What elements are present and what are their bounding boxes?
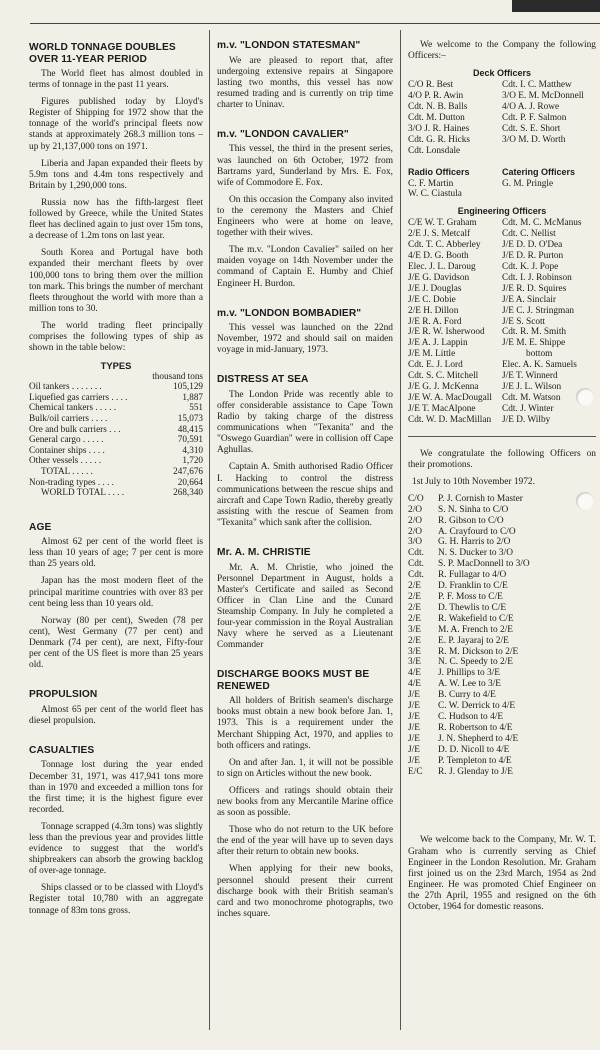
catering-officers-list	[502, 179, 596, 190]
promotion-detail: C. W. Derrick to 4/E	[438, 701, 516, 712]
officer-name: J/E M. Little	[408, 349, 456, 360]
radio-officers-list	[408, 179, 502, 201]
officer-name: J/E W. A. MacDougall	[408, 392, 492, 403]
promotion-rank: 3/E	[408, 657, 422, 668]
officer-name: Cdt. S. C. Mitchell	[408, 371, 479, 382]
officer-name: J/E G. J. McKenna	[408, 381, 479, 392]
article-heading: CASUALTIES	[29, 744, 95, 756]
promotion-detail: E. P. Jayaraj to 2/E	[438, 635, 509, 646]
paragraph: Japan has the most modern fleet of the principal maritime countries with over 83 per cent being less than 10 years old.	[29, 576, 203, 609]
officer-name: Cdt. P. F. Salmon	[502, 112, 567, 123]
officer-name: J/E M. E. Shippe	[502, 338, 566, 349]
officer-name: J/E T. Winnerd	[502, 371, 558, 382]
paragraph: Figures published today by Lloyd's Register of Shipping for 1972 show that the tonnage of the world's principal fleets now stands at approximately 268.3 million tons – up by 21,137,000 tons on 1971.	[29, 97, 203, 152]
article-distress-at-sea	[217, 374, 393, 529]
article-london-bombadier	[217, 308, 393, 357]
officer-name: J/E C. Dobie	[408, 294, 456, 305]
article-heading: Mr. A. M. CHRISTIE	[217, 547, 311, 558]
paragraph: Norway (80 per cent), Sweden (78 per cent), West Germany (77 per cent) and Denmark (74 per cent), are next, Fifty-four per cent of the US fleet is more than 25 years old.	[29, 615, 203, 671]
promotion-rank: 2/E	[408, 581, 422, 592]
officer-name: J/E C. J. Stringman	[502, 305, 575, 316]
table-row: Bulk/oil carriers . . . . 15,073	[29, 412, 203, 423]
paragraph: The world trading fleet principally comprises the following types of ship as shown in the table below:	[29, 320, 203, 354]
promotion-detail: R. Gibson to C/O	[438, 515, 504, 526]
paragraph: On this occasion the Company also invited to the ceremony the Masters and Chief Engineers who were at home on leave, together with their wives.	[217, 194, 393, 239]
column-3	[408, 40, 596, 919]
paragraph: Officers and ratings should obtain their new books from any Mercantile Marine office as soon as possible.	[217, 785, 393, 819]
engineering-list-left	[408, 218, 502, 425]
promotion-period: 1st July to 10th November 1972.	[412, 476, 535, 487]
officer-name: J/E G. Davidson	[408, 272, 470, 283]
promotion-rank: 2/E	[408, 635, 422, 646]
article-casualties	[29, 745, 203, 917]
officer-name: Cdt. K. J. Pope	[502, 261, 559, 272]
officer-name: Cdt. J. Winter	[502, 403, 554, 414]
promotion-rank: 2/O	[408, 515, 423, 526]
promotion-rank: J/E	[408, 744, 420, 755]
deck-list-left	[408, 80, 502, 156]
officer-name: 4/O A. J. Rowe	[502, 102, 560, 112]
promotion-rank: J/E	[408, 755, 420, 766]
promotion-detail: N. S. Ducker to 3/O	[438, 548, 513, 559]
officer-name: 2/E J. S. Metcalf	[408, 229, 471, 240]
table-row: Container ships . . . . 4,310	[29, 444, 203, 455]
promotion-detail: N. C. Speedy to 2/E	[438, 657, 513, 668]
paragraph: This vessel was launched on the 22nd November, 1972 and should sail on maiden voyage in mid-January, 1973.	[217, 323, 393, 356]
officer-name: 4/O P. R. Awin	[408, 91, 464, 102]
article-heading: AGE	[29, 521, 52, 533]
promotion-detail: D. Thewlis to C/E	[438, 602, 507, 613]
officer-name: J/E R. A. Ford	[408, 316, 462, 327]
paragraph: Ships classed or to be classed with Lloyd's Register total 10,780 with an aggregate tonnage of 83m tons gross.	[29, 883, 203, 916]
article-heading: DISTRESS AT SEA	[217, 374, 309, 386]
deck-list-right	[502, 80, 596, 156]
section-divider	[408, 436, 596, 437]
promotions-list	[408, 494, 596, 778]
officer-name: 3/O J. R. Haines	[408, 123, 470, 134]
paragraph: The World fleet has almost doubled in terms of tonnage in the past 11 years.	[29, 69, 203, 91]
column-2	[217, 40, 393, 926]
officer-name: J/E R. D. Squires	[502, 283, 567, 294]
officer-name: J/E R. W. Isherwood	[408, 327, 485, 338]
promotion-rank: 3/E	[408, 646, 422, 657]
officer-name: Cdt. S. E. Short	[502, 123, 561, 134]
article-age	[29, 522, 203, 672]
officer-name: J/E T. MacAlpone	[408, 403, 476, 414]
column-divider	[209, 30, 210, 1030]
article-heading: PROPULSION	[29, 689, 98, 701]
types-table	[29, 381, 203, 498]
deck-officers-list	[408, 80, 596, 156]
promotion-detail: J. Phillips to 3/E	[438, 668, 500, 679]
paragraph: On and after Jan. 1, it will not be possible to sign on Articles without the new book.	[217, 757, 393, 779]
paragraph: The London Pride was recently able to offer considerable assistance to Cape Town Radio by taking charge of the distress communications when "Texanita" and the "Oswego Guardian" were in collision off Cape Aghullas.	[217, 389, 393, 456]
promotion-detail: S. N. Sinha to C/O	[438, 504, 509, 515]
officer-name: J/E D. Wilby	[502, 414, 551, 425]
officer-name: Cdt. I. J. Robinson	[502, 272, 572, 283]
article-christie	[217, 547, 393, 651]
promotion-rank: 2/E	[408, 592, 422, 602]
paragraph: Captain A. Smith authorised Radio Officer I. Hacking to control the distress communications between the rescue ships and aircraft and Cape Town Radio, thereby greatly assisting with the rescue of Seamen from "Texanita" which sank after the collision.	[217, 462, 393, 528]
table-row: Non-trading types . . . . 20,664	[29, 476, 203, 487]
officer-name: Cdt. R. M. Smith	[502, 327, 567, 338]
page-corner-tab	[512, 0, 600, 12]
deck-officers-title: Deck Officers	[472, 68, 532, 79]
table-row: Liquefied gas carriers . . . . 1,887	[29, 391, 203, 402]
promotion-rank: 2/E	[408, 613, 422, 624]
promotion-detail: R. Wakefield to C/E	[438, 613, 514, 624]
article-propulsion	[29, 689, 203, 727]
promotion-detail: P. J. Cornish to Master	[438, 493, 523, 504]
article-world-tonnage	[29, 42, 203, 354]
promotion-rank: J/E	[408, 722, 420, 733]
promotion-detail: B. Curry to 4/E	[438, 690, 496, 701]
table-row: Oil tankers . . . . . . . 105,129	[29, 381, 203, 392]
promotion-detail: J. N. Shepherd to 4/E	[438, 733, 519, 744]
article-london-cavalier	[217, 129, 393, 290]
paragraph: Tonnage lost during the year ended December 31, 1971, was 417,941 tons more than in 1970 and exceeded a million tons for the first time; it is the highest figure ever recorded.	[29, 760, 203, 815]
officer-name: 4/E D. G. Booth	[408, 251, 469, 262]
officer-name: C/E W. T. Graham	[408, 218, 477, 229]
paragraph: When applying for their new books, personnel should present their current discharge book with their British seaman's card and two monochrome photographs, two inches square.	[217, 864, 393, 919]
promotion-rank: 2/O	[408, 504, 423, 515]
paragraph: South Korea and Portugal have both expanded their merchant fleets by over 100,000 tons to bring them over the million ton mark. This brings the number of merchant fleets throughout the world with more than a million tons to 30.	[29, 248, 203, 314]
officer-name: J/E D. D. O'Dea	[502, 240, 563, 251]
promotion-detail: P. F. Moss to C/E	[438, 592, 503, 602]
officer-name: J/E J. L. Wilson	[502, 381, 562, 392]
officer-name: Cdt. I. C. Matthew	[502, 80, 572, 91]
officer-name: 3/O E. M. McDonnell	[502, 91, 584, 102]
punch-hole	[576, 492, 594, 510]
officer-name: Cdt. T. C. Abberley	[408, 240, 481, 251]
article-heading: WORLD TONNAGE DOUBLES OVER 11-YEAR PERIOD	[29, 42, 176, 65]
promotion-rank: Cdt.	[408, 559, 424, 570]
officer-name: J/E S. Scott	[502, 316, 546, 327]
paragraph: Russia now has the fifth-largest fleet followed by Greece, while the United States fleet has declined again to just over 15m tons, a decrease of 1.2m tons on last year.	[29, 197, 203, 242]
officer-name: J/E A. J. Lappin	[408, 338, 468, 349]
catering-officers-title: Catering Officers	[502, 166, 576, 177]
promotion-rank: 4/E	[408, 679, 422, 690]
article-heading: m.v. "LONDON BOMBADIER"	[217, 307, 362, 319]
officer-name: J/E A. Sinclair	[502, 294, 556, 305]
promotion-detail: C. Hudson to 4/E	[438, 711, 504, 722]
article-heading: DISCHARGE BOOKS MUST BE RENEWED	[217, 669, 370, 692]
paragraph: Those who do not return to the UK before the end of the year will have up to seven days after their return to obtain new books.	[217, 825, 393, 858]
paragraph: Almost 62 per cent of the world fleet is less than 10 years of age; 7 per cent is more than 25 years old.	[29, 537, 203, 570]
welcome-intro: We welcome to the Company the following Officers:–	[408, 40, 596, 62]
officer-name: Cdt. M. Watson	[502, 392, 561, 403]
promotion-rank: 3/O	[408, 537, 423, 548]
paragraph: Tonnage scrapped (4.3m tons) was slightly less than the previous year and provides little evidence to suggest that the world's shipbreakers can absorb the growing backlog of over-age tonnage.	[29, 821, 203, 877]
officer-name: Cdt. E. J. Lord	[408, 360, 463, 371]
paragraph: Liberia and Japan expanded their fleets by 5.9m tons and 4.4m tons respectively and Britain by 1,290,000 tons.	[29, 158, 203, 191]
column-1	[29, 42, 203, 923]
radio-officers-title: Radio Officers	[408, 166, 470, 177]
officer-name: Cdt. M. C. McManus	[502, 218, 582, 229]
officer-name: J/E D. R. Purton	[502, 251, 564, 262]
officer-name: 3/O M. D. Worth	[502, 134, 566, 145]
promotion-rank: J/E	[408, 711, 420, 722]
promotion-rank: Cdt.	[408, 570, 424, 581]
paragraph: Mr. A. M. Christie, who joined the Personnel Department in August, holds a Master's Certificate and sailed as Second Officer in Clan Line and the Cunard Steamship Company. In July he completed a four-year commission in the Royal Australian Navy where he served as a Lieutenant Commander	[217, 562, 393, 651]
officer-name: Elec. A. K. Samuels	[502, 360, 577, 371]
promotion-detail: A. Crayfourd to C/O	[438, 526, 516, 537]
promotion-rank: Cdt.	[408, 548, 424, 559]
promotion-rank: E/C	[408, 766, 423, 777]
article-discharge-books	[217, 669, 393, 920]
officer-name: bottom	[526, 349, 553, 360]
engineering-officers-list	[408, 218, 596, 425]
types-table-title: TYPES	[100, 360, 132, 372]
promotion-detail: R. J. Glenday to J/E	[438, 766, 513, 777]
officer-name: Cdt. C. Nellist	[502, 229, 556, 240]
promotion-detail: G. H. Harris to 2/O	[438, 537, 511, 548]
promotion-detail: R. M. Dickson to 2/E	[438, 646, 519, 657]
promotion-detail: R. Fullagar to 4/O	[438, 570, 507, 581]
officer-name: J/E J. Douglas	[408, 283, 462, 294]
promotion-rank: 2/O	[408, 526, 423, 537]
promotion-rank: C/O	[408, 493, 424, 504]
promotion-rank: 3/E	[408, 624, 422, 635]
officer-name: Cdt. G. R. Hicks	[408, 134, 470, 145]
types-table-unit: thousand tons	[152, 371, 203, 382]
table-row: TOTAL . . . . . 247,676	[41, 465, 203, 476]
article-london-statesman	[217, 40, 393, 111]
officer-name: Elec. J. L. Daroug	[408, 261, 476, 272]
paragraph: This vessel, the third in the present series, was launched on 6th October, 1972 from Bartrams yard, Sunderland by Mrs. E. Fox, wife of Commodore E. Fox.	[217, 144, 393, 188]
punch-hole	[576, 388, 594, 406]
promotion-rank: J/E	[408, 701, 420, 712]
officer-name: Cdt. M. Dutton	[408, 112, 465, 123]
promotion-rank: J/E	[408, 690, 420, 701]
promotion-rank: 2/E	[408, 602, 422, 613]
column-divider	[400, 30, 401, 1030]
table-row: Chemical tankers . . . . . 551	[29, 402, 203, 413]
article-heading: m.v. "LONDON STATESMAN"	[217, 40, 361, 51]
paragraph: All holders of British seamen's discharge books must obtain a new book before Jan. 1, 1973. This is a requirement under the Merchant Shipping Act, 1970, and applies to both officers and ratings.	[217, 696, 393, 751]
top-rule	[30, 23, 600, 24]
promotion-detail: P. Templeton to 4/E	[438, 755, 512, 766]
promotion-detail: D. Franklin to C/E	[438, 581, 508, 592]
officer-name: W. C. Ciastula	[408, 189, 462, 200]
paragraph: Almost 65 per cent of the world fleet has diesel propulsion.	[29, 704, 203, 726]
promotion-detail: S. P. MacDonnell to 3/O	[438, 559, 530, 570]
welcome-back-paragraph: We welcome back to the Company, Mr. W. T. Graham who is currently serving as Chief Engineer in the London Resolution. Mr. Graham first joined us on the 23rd March, 1954 as 2nd Engineer. He was promoted Chief Engineer on the 27th April, 1955 and resigned on the 6th October, 1964 for domestic reasons.	[408, 835, 596, 912]
officer-name: G. M. Pringle	[502, 178, 554, 189]
officer-name: Cdt. Lonsdale	[408, 145, 461, 156]
promotion-detail: M. A. French to 2/E	[438, 624, 513, 635]
engineering-officers-title: Engineering Officers	[457, 206, 547, 217]
table-row: WORLD TOTAL . . . . 268,340	[41, 487, 203, 498]
officer-name: C. F. Martin	[408, 178, 454, 189]
officer-name: 2/E H. Dillon	[408, 305, 459, 316]
officer-name: Cdt. W. D. MacMillan	[408, 414, 492, 425]
congratulations-intro: We congratulate the following Officers on their promotions.	[408, 448, 596, 470]
table-row: Ore and bulk carriers . . . 48,415	[29, 423, 203, 434]
paragraph: The m.v. "London Cavalier" sailed on her maiden voyage on 14th November under the command of Captain E. Humby and Chief Engineer H. Burdon.	[217, 245, 393, 289]
promotion-rank: 4/E	[408, 668, 422, 679]
promotion-rank: J/E	[408, 733, 420, 744]
article-heading: m.v. "LONDON CAVALIER"	[217, 128, 349, 140]
promotion-detail: A. W. Lee to 3/E	[438, 679, 502, 690]
officer-name: Cdt. N. B. Balls	[408, 102, 468, 112]
table-row: General cargo . . . . . 70,591	[29, 434, 203, 445]
radio-catering-block	[408, 163, 596, 201]
promotion-detail: R. Robertson to 4/E	[438, 722, 513, 733]
table-row: Other vessels . . . . . 1,720	[29, 455, 203, 466]
officer-name: C/O R. Best	[408, 80, 454, 91]
paragraph: We are pleased to report that, after undergoing extensive repairs at Singapore lasting two months, this vessel has now resumed trading and is currently on trip time charter to Uninav.	[217, 55, 393, 110]
promotion-detail: D. D. Nicoll to 4/E	[438, 744, 510, 755]
